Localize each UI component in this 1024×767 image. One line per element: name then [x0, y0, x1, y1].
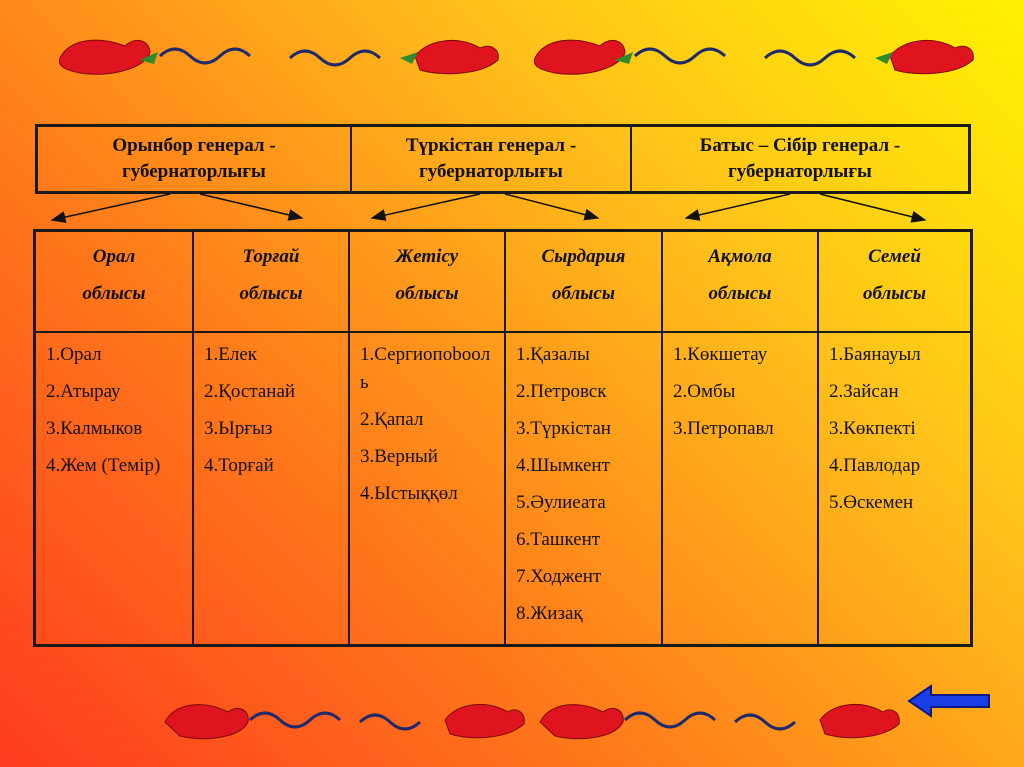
oblast-column-zhetisu	[350, 232, 506, 644]
oblast-suffix: облысы	[82, 283, 146, 304]
oblast-header	[506, 232, 661, 333]
governorate-suffix: губернаторлығы	[122, 161, 266, 182]
governorate-cell-west-siberia	[632, 127, 968, 191]
list-item: 3.Көкпекті	[829, 418, 916, 439]
list-item: 1.Баянауыл	[829, 344, 921, 365]
oblast-header	[350, 232, 504, 333]
uezd-list	[819, 333, 970, 526]
oblast-suffix: облысы	[708, 283, 772, 304]
oblast-column-semei	[819, 232, 970, 644]
oblast-column-torgai	[194, 232, 350, 644]
oblast-name: Орал	[92, 246, 136, 267]
list-item: 3.Калмыков	[46, 418, 143, 439]
oblast-header	[194, 232, 348, 333]
list-item: 3.Верный	[360, 446, 438, 467]
uezd-list	[506, 333, 661, 637]
bottom-rose-ornament	[0, 690, 1024, 750]
oblast-column-oral	[36, 232, 194, 644]
list-item: 4.Торғай	[204, 455, 274, 476]
list-item: 4.Жем (Темір)	[46, 455, 161, 476]
oblast-suffix: облысы	[239, 283, 303, 304]
oblast-column-syrdariya	[506, 232, 663, 644]
oblast-suffix: облысы	[862, 283, 927, 304]
list-item: 2.Атырау	[46, 381, 121, 402]
list-item: 2.Қостанай	[204, 381, 296, 402]
oblast-header	[36, 232, 192, 333]
oblasts-table	[33, 229, 973, 647]
governorate-cell-orynbor	[38, 127, 352, 191]
list-item: 3.Түркістан	[516, 418, 611, 439]
governorate-name: Орынбор генерал -	[112, 135, 276, 156]
list-item: 1.Қазалы	[516, 344, 590, 365]
oblast-name: Ақмола	[708, 246, 772, 267]
oblast-name: Торғай	[242, 246, 300, 267]
governorate-name: Батыс – Сібір генерал -	[699, 135, 901, 156]
governorate-cell-turkistan	[352, 127, 632, 191]
uezd-list	[194, 333, 348, 489]
oblast-name: Сырдария	[541, 246, 626, 267]
list-item: 2.Қапал	[360, 409, 424, 430]
uezd-list	[663, 333, 817, 452]
left-arrow-icon[interactable]	[907, 684, 991, 718]
oblast-name: Жетісу	[395, 246, 459, 267]
uezd-list	[36, 333, 192, 489]
list-item: 4.Ыстыққөл	[360, 483, 458, 504]
governorate-suffix: губернаторлығы	[728, 161, 872, 182]
oblast-suffix: облысы	[551, 283, 616, 304]
list-item: 3.Петропавл	[673, 418, 774, 439]
governorate-name: Түркістан генерал -	[405, 135, 577, 156]
top-rose-ornament	[0, 18, 1024, 78]
oblast-header	[663, 232, 817, 333]
list-item: 5.Өскемен	[829, 492, 914, 513]
list-item: 5.Әулиеата	[516, 492, 606, 513]
list-item: 1.Көкшетау	[673, 344, 768, 365]
list-item: 1.Орал	[46, 344, 102, 365]
governorate-suffix: губернаторлығы	[419, 161, 563, 182]
oblast-suffix: облысы	[395, 283, 459, 304]
oblast-header	[819, 232, 970, 333]
oblast-column-akmola	[663, 232, 819, 644]
uezd-list	[350, 333, 504, 517]
oblast-name: Семей	[868, 246, 921, 267]
list-item: 2.Омбы	[673, 381, 736, 402]
list-item: 4.Павлодар	[829, 455, 921, 476]
list-item: 8.Жизақ	[516, 603, 583, 624]
list-item: 7.Ходжент	[516, 566, 602, 587]
list-item: 4.Шымкент	[516, 455, 610, 476]
list-item: 2.Зайсан	[829, 381, 899, 402]
list-item: 2.Петровск	[516, 381, 607, 402]
list-item: 1.Елек	[204, 344, 258, 365]
governorates-table	[35, 124, 971, 194]
list-item: 6.Ташкент	[516, 529, 601, 550]
list-item: 1.Сергиопоbooль	[360, 344, 491, 393]
connector-arrows	[0, 190, 1024, 230]
list-item: 3.Ырғыз	[204, 418, 273, 439]
